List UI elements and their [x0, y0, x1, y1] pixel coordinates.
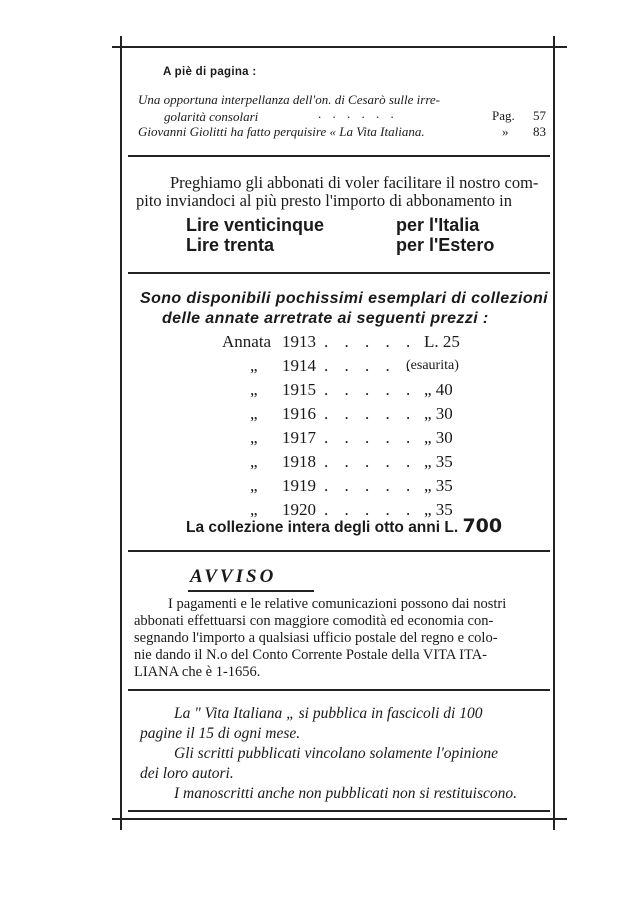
collection-row-dots: . . . . . — [324, 332, 417, 351]
collection-row-price: „ 40 — [424, 380, 453, 399]
avviso-line-4: nie dando il N.o del Conto Corrente Postale della VITA ITA- — [134, 647, 487, 663]
collection-row-year: 1914 — [282, 356, 316, 375]
collection-row-dots: . . . . . — [324, 404, 417, 423]
toc-entry-2-line1: Giovanni Giolitti ha fatto perquisire « La Vita Italiana. — [138, 124, 425, 139]
collection-row-dots: . . . . . — [324, 476, 417, 495]
frame-bottom-rule — [112, 818, 567, 820]
collection-row-1913 — [128, 332, 548, 354]
collection-row-year: 1918 — [282, 452, 316, 471]
toc-entry-1-page: 57 — [533, 108, 546, 123]
collection-row-dots: . . . . . — [324, 500, 417, 519]
subscription-line-1: Preghiamo gli abbonati di voler facilitare il nostro com- — [170, 173, 539, 192]
collection-row-dots: . . . . . — [324, 452, 417, 471]
collection-row-price: L. 25 — [424, 332, 460, 351]
price-italy-amount: Lire venticinque — [186, 215, 325, 235]
divider-1 — [128, 155, 550, 157]
collection-row-1918 — [128, 452, 548, 474]
footer-line-2: pagine il 15 di ogni mese. — [140, 725, 301, 742]
collections-intro-1: Sono disponibili pochissimi esemplari di collezioni — [140, 290, 549, 307]
collection-row-year: 1920 — [282, 500, 316, 519]
divider-3 — [128, 550, 550, 552]
collection-row-price: „ 35 — [424, 452, 453, 471]
collection-row-dots: . . . . . — [324, 380, 417, 399]
collection-row-1919 — [128, 476, 548, 498]
collection-row-label: „ — [250, 500, 258, 519]
avviso-line-1: I pagamenti e le relative comunicazioni possono dai nostri — [168, 596, 507, 612]
toc-entry-1-dots: . . . . . . — [318, 106, 398, 121]
divider-5 — [128, 810, 550, 812]
collection-row-dots: . . . . . — [324, 356, 417, 375]
collection-row-label: „ — [250, 380, 258, 399]
avviso-line-2: abbonati effettuarsi con maggiore comodità ed economia con- — [134, 613, 494, 629]
toc-entry-1-pag-label: Pag. — [492, 108, 515, 123]
collection-row-1915 — [128, 380, 548, 402]
collection-row-price: (esaurita) — [406, 358, 459, 373]
collection-row-label: „ — [250, 428, 258, 447]
collection-row-1916 — [128, 404, 548, 426]
footer-line-5: I manoscritti anche non pubblicati non si restituiscono. — [174, 785, 517, 802]
subscription-line-2: pito inviandoci al più presto l'importo di abbonamento in — [136, 191, 512, 210]
collection-row-year: 1915 — [282, 380, 316, 399]
collection-row-price: „ 30 — [424, 428, 453, 447]
collections-total-text: La collezione intera degli otto anni L. — [186, 519, 459, 536]
price-italy-dest: per l'Italia — [396, 215, 480, 235]
price-abroad-amount: Lire trenta — [186, 235, 275, 255]
collections-total — [186, 515, 502, 537]
collection-row-label: „ — [250, 476, 258, 495]
avviso-underline — [188, 590, 314, 592]
toc-entry-1-line2: golarità consolari — [164, 109, 259, 124]
price-abroad-dest: per l'Estero — [396, 235, 495, 255]
footer-line-4: dei loro autori. — [140, 765, 234, 782]
collections-total-value: 700 — [462, 515, 503, 537]
collection-row-dots: . . . . . — [324, 428, 417, 447]
avviso-title: AVVISO — [190, 566, 277, 587]
toc-entry-1-line1: Una opportuna interpellanza dell'on. di Cesarò sulle irre- — [138, 92, 441, 107]
collection-row-label: Annata — [222, 332, 272, 351]
toc-entry-2-page: 83 — [533, 124, 546, 139]
collection-row-label: „ — [250, 404, 258, 423]
toc-entry-2-marker: » — [502, 124, 509, 139]
collection-row-year: 1919 — [282, 476, 316, 495]
collection-row-price: „ 35 — [424, 500, 453, 519]
divider-4 — [128, 689, 550, 691]
collections-intro-2: delle annate arretrate ai seguenti prezzi : — [162, 310, 489, 327]
collection-row-price: „ 30 — [424, 404, 453, 423]
frame-left-rule — [120, 36, 122, 830]
collection-row-year: 1916 — [282, 404, 316, 423]
toc-heading: A piè di pagina : — [163, 66, 257, 78]
collection-row-1914 — [128, 356, 548, 378]
frame-top-rule — [112, 46, 567, 48]
avviso-line-3: segnando l'importo a qualsiasi ufficio postale del regno e colo- — [134, 630, 498, 646]
collection-row-1917 — [128, 428, 548, 450]
avviso-line-5: LIANA che è 1-1656. — [134, 664, 261, 680]
footer-line-3: Gli scritti pubblicati vincolano solamente l'opinione — [174, 745, 499, 762]
collection-row-year: 1917 — [282, 428, 316, 447]
collection-row-year: 1913 — [282, 332, 316, 351]
footer-line-1: La " Vita Italiana „ si pubblica in fascicoli di 100 — [174, 705, 483, 722]
collection-row-price: „ 35 — [424, 476, 453, 495]
collection-row-label: „ — [250, 356, 258, 375]
divider-2 — [128, 272, 550, 274]
collection-row-label: „ — [250, 452, 258, 471]
frame-right-rule — [553, 36, 555, 830]
